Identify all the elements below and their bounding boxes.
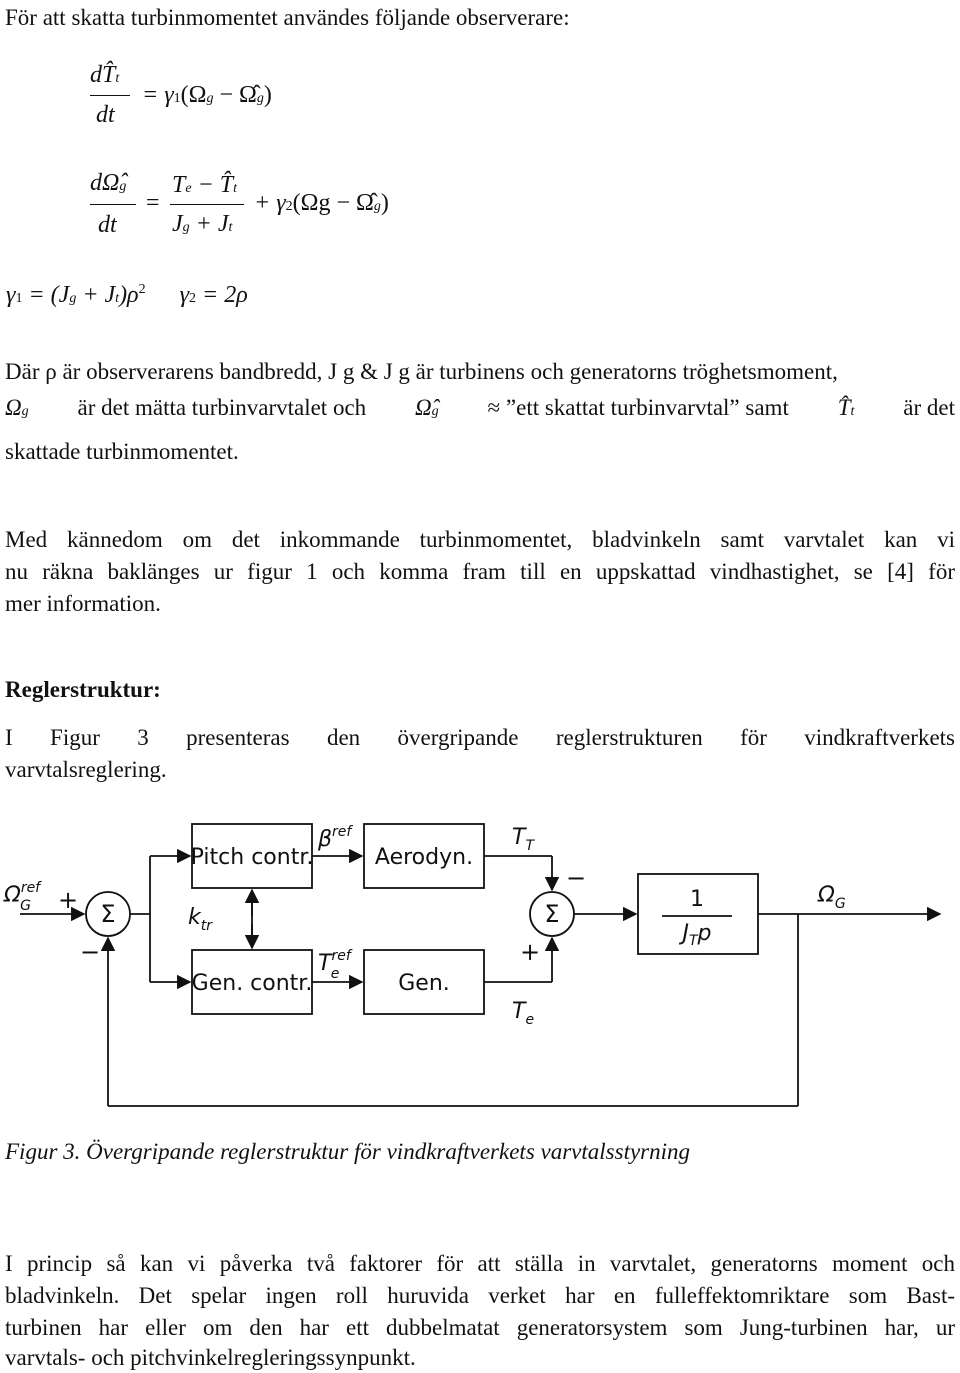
para1-line3: skattade turbinmomentet. [5,439,239,464]
eq2-equals: = [146,190,160,216]
eq2-frac-numerator: Te − T̂t [172,172,238,198]
para1-line1: Där ρ är observerarens bandbredd, J g & J g är turbinens och generatorns tröghetsmoment, [5,359,838,384]
eq2-frac-denominator: Jg + Jt [172,211,233,237]
tt-label: $T_T$ [512,825,535,854]
tf-numerator: 1 [690,887,704,912]
te-ref-label: $T^{ref}$ e [318,948,351,982]
eq1-rhs: = γ1(Ωg − Ω̂g) [142,82,272,108]
equation-1 [90,58,310,138]
para4-line4: varvtals- och pitchvinkelregleringssynpunkt. [5,1345,416,1370]
control-block-diagram [0,810,960,1120]
eq1-lhs-numerator: dT̂t [90,62,120,88]
input-plus-sign: + [58,886,79,914]
generator-label: Gen. [398,971,450,996]
tt-minus-sign: − [566,864,587,892]
tf-denominator: $J_Tp$ [682,921,712,949]
eq2-lhs-denominator: dt [98,212,117,238]
para1-line2: Ωg är det mätta turbinvarvtalet och Ω̂g ≈ ”ett skattat turbinvarvtal” samt T̂t är det [5,395,955,420]
para2-line3: mer information. [5,591,161,616]
reference-speed-label: $\Omega^{ref}$ G [4,880,41,914]
ktr-label: $k_{tr}$ [188,905,212,934]
eq1-lhs-denominator: dt [96,102,115,128]
para2-line2: nu räkna baklänges ur figur 1 och komma fram till en uppskattad vindhastighet, se [4] för [5,559,955,584]
para3-line1: I Figur 3 presenteras den övergripande reglerstrukturen för vindkraftverkets [5,725,955,750]
output-speed-label: $\Omega_G$ [818,883,846,912]
para4-line2: bladvinkeln. Det spelar ingen roll huruvida verket har en fulleffektomriktare som Bast- [5,1283,955,1308]
equation-3: $\gamma 1 = (Jg + Jt)\rho^2$ γ2 = 2ρ [6,282,248,308]
pitch-controller-label: Pitch contr. [190,845,314,870]
equation-2 [90,168,430,248]
para4-line1: I princip så kan vi påverka två faktorer för att ställa in varvtalet, generatorns moment och [5,1251,955,1276]
sum-symbol-2: Σ [544,900,560,928]
eq2-lhs-numerator: dΩ̂g [90,170,127,196]
section-heading: Reglerstruktur: [5,677,161,702]
eq1-fraction-bar [90,95,130,96]
eq2-fraction-bar-2 [170,204,244,205]
para3-line2: varvtalsreglering. [5,757,167,782]
para2-line1: Med kännedom om det inkommande turbinmomentet, bladvinkeln samt varvtalet kan vi [5,527,955,552]
figure-caption: Figur 3. Övergripande reglerstruktur för vindkraftverkets varvtalsstyrning [5,1139,691,1164]
aerodynamics-label: Aerodyn. [374,845,474,870]
eq2-rhs: + γ2(Ωg − Ω̂g) [254,190,389,216]
sum-symbol-1: Σ [100,900,116,928]
feedback-minus-sign: − [80,938,101,966]
te-plus-sign: + [520,938,541,966]
generator-controller-label: Gen. contr. [191,971,313,996]
eq2-fraction-bar-1 [90,204,136,205]
intro-text: För att skatta turbinmomentet användes följande observerare: [5,5,570,30]
para4-line3: turbinen har eller om den har ett dubbelmatat generatorsystem som Jung-turbinen har, ur [5,1315,955,1340]
te-label: $T_e$ [512,999,535,1028]
beta-ref-label: $\beta^{ref}$ [318,824,352,852]
